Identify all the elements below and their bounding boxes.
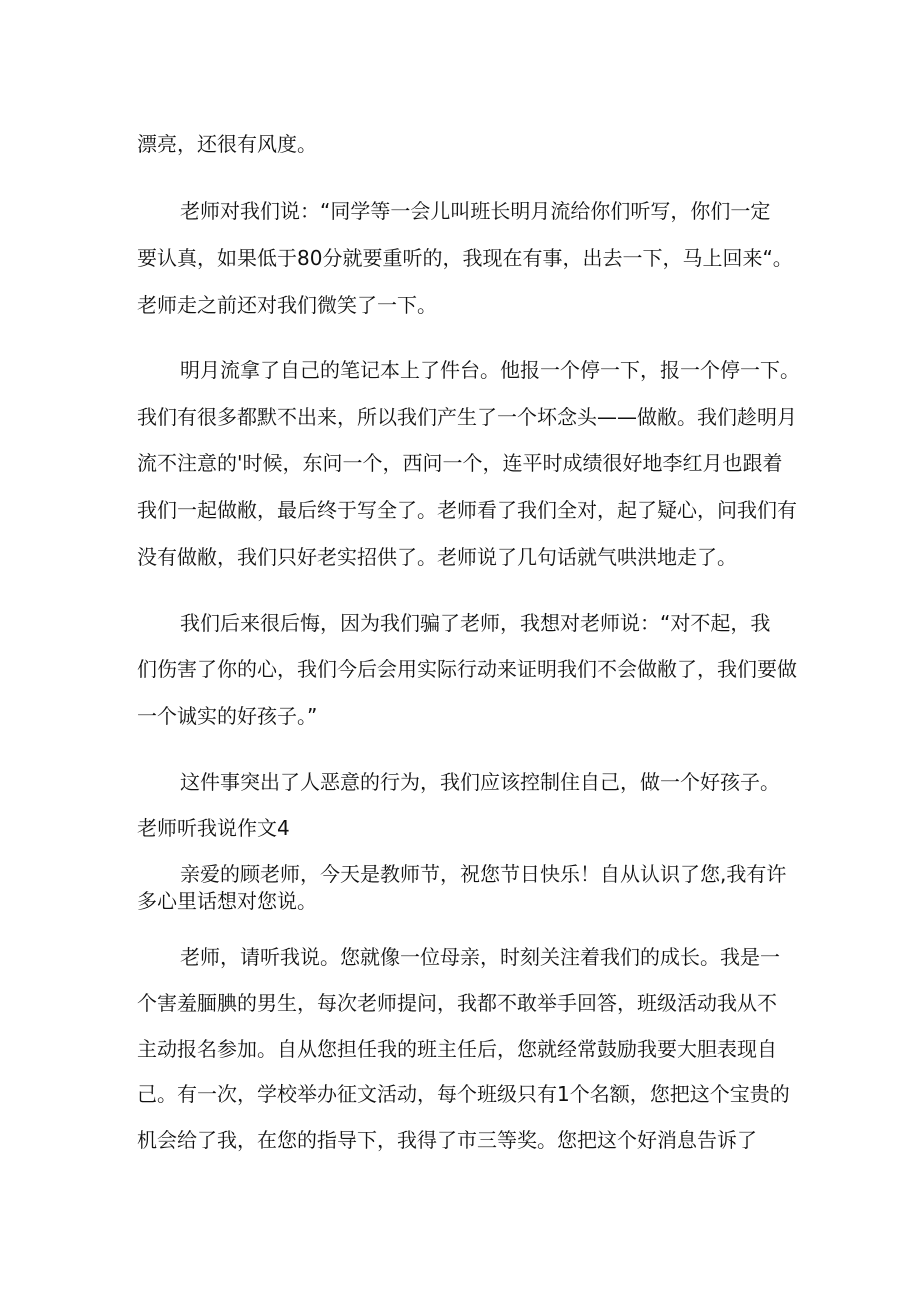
text-line: 明月流拿了自己的笔记本上了件台。他报一个停一下，报一个停一下。 bbox=[180, 358, 800, 382]
text-line: 个害羞腼腆的男生，每次老师提问，我都不敢举手回答，班级活动我从不 bbox=[137, 991, 777, 1015]
text-line: 漂亮，还很有风度。 bbox=[137, 132, 317, 156]
text-line: 流不注意的'时候，东问一个，西问一个，连平时成绩很好地李红月也跟着 bbox=[137, 451, 783, 475]
text-line: 我们后来很后悔，因为我们骗了老师，我想对老师说：“对不起，我 bbox=[180, 611, 771, 635]
text-line: 没有做敝，我们只好老实招供了。老师说了几句话就气哄洪地走了。 bbox=[137, 545, 737, 569]
text-line: 一个诚实的好孩子。” bbox=[137, 704, 318, 728]
section-heading: 老师听我说作文4 bbox=[137, 816, 290, 840]
text-line: 多心里话想对您说。 bbox=[137, 889, 317, 913]
text-line: 这件事突出了人恶意的行为，我们应该控制住自己，做一个好孩子。 bbox=[180, 770, 780, 794]
text-line: 机会给了我，在您的指导下，我得了市三等奖。您把这个好消息告诉了 bbox=[137, 1128, 757, 1152]
text-line: 老师走之前还对我们微笑了一下。 bbox=[137, 293, 437, 317]
text-line: 主动报名参加。自从您担任我的班主任后，您就经常鼓励我要大胆表现自 bbox=[137, 1037, 777, 1061]
text-line: 我们有很多都默不出来，所以我们产生了一个坏念头——做敝。我们趁明月 bbox=[137, 405, 797, 429]
text-line: 老师，请听我说。您就像一位母亲，时刻关注着我们的成长。我是一 bbox=[180, 945, 780, 969]
text-line: 己。有一次，学校举办征文活动，每个班级只有1个名额，您把这个宝贵的 bbox=[137, 1082, 790, 1106]
text-line: 要认真，如果低于80分就要重听的，我现在有事，出去一下，马上回来“。 bbox=[137, 246, 793, 270]
text-line: 我们一起做敝，最后终于写全了。老师看了我们全对，起了疑心，问我们有 bbox=[137, 498, 797, 522]
text-line: 们伤害了你的心，我们今后会用实际行动来证明我们不会做敝了，我们要做 bbox=[137, 657, 797, 681]
text-line: 亲爱的顾老师，今天是教师节，祝您节日快乐！自从认识了您,我有许 bbox=[180, 862, 787, 886]
text-line: 老师对我们说：“同学等一会儿叫班长明月流给你们听写，你们一定 bbox=[180, 199, 771, 223]
